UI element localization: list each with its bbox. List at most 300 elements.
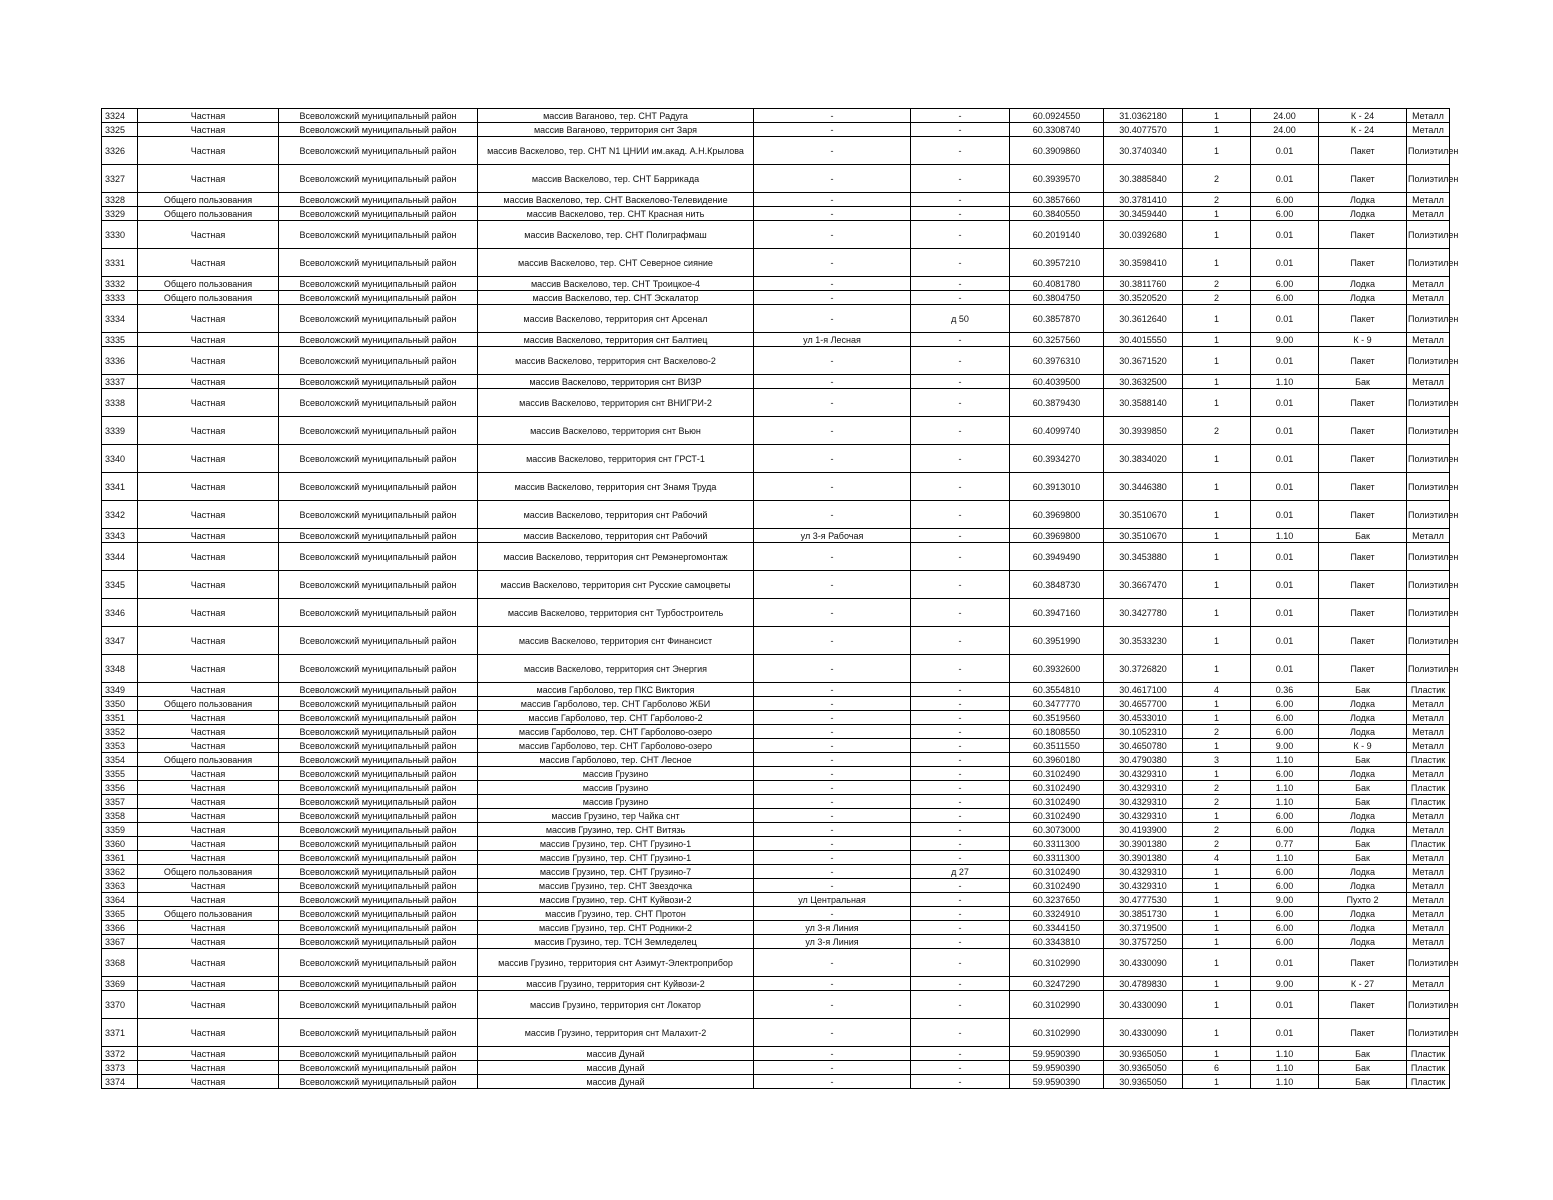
cell-address: массив Васкелово, территория снт Васкелово-2 (478, 347, 754, 375)
cell-container-type: Бак (1319, 375, 1407, 389)
cell-district: Всеволожский муниципальный район (279, 921, 478, 935)
cell-container-count: 1 (1183, 333, 1251, 347)
cell-latitude: 60.3957210 (1010, 249, 1104, 277)
cell-container-type: Пакет (1319, 1019, 1407, 1047)
cell-address: массив Грузино (478, 795, 754, 809)
cell-row-number: 3325 (102, 123, 138, 137)
cell-address: массив Гарболово, тер ПКС Виктория (478, 683, 754, 697)
table-row (102, 529, 1450, 543)
cell-address: массив Васкелово, территория снт Русские самоцветы (478, 571, 754, 599)
cell-latitude: 60.3102490 (1010, 781, 1104, 795)
cell-row-number: 3361 (102, 851, 138, 865)
cell-street: - (754, 879, 911, 893)
cell-ownership-type: Частная (138, 683, 279, 697)
cell-latitude: 60.3102990 (1010, 991, 1104, 1019)
cell-container-type: Пакет (1319, 137, 1407, 165)
cell-ownership-type: Общего пользования (138, 207, 279, 221)
cell-material: Полиэтилен (1407, 571, 1450, 599)
cell-row-number: 3364 (102, 893, 138, 907)
table-row (102, 1019, 1450, 1047)
cell-house: - (911, 473, 1010, 501)
cell-ownership-type: Частная (138, 851, 279, 865)
cell-container-volume: 6.00 (1251, 823, 1319, 837)
table-row (102, 123, 1450, 137)
cell-longitude: 30.3901380 (1104, 837, 1183, 851)
cell-container-type: Лодка (1319, 935, 1407, 949)
cell-row-number: 3352 (102, 725, 138, 739)
cell-material: Пластик (1407, 1047, 1450, 1061)
cell-house: - (911, 123, 1010, 137)
cell-material: Металл (1407, 711, 1450, 725)
cell-ownership-type: Частная (138, 543, 279, 571)
cell-container-volume: 0.01 (1251, 543, 1319, 571)
cell-container-volume: 6.00 (1251, 291, 1319, 305)
cell-material: Полиэтилен (1407, 501, 1450, 529)
table-row (102, 109, 1450, 123)
cell-container-volume: 0.01 (1251, 599, 1319, 627)
cell-container-count: 1 (1183, 627, 1251, 655)
cell-material: Полиэтилен (1407, 655, 1450, 683)
cell-material: Металл (1407, 375, 1450, 389)
cell-house: - (911, 683, 1010, 697)
cell-house: - (911, 893, 1010, 907)
cell-container-count: 2 (1183, 781, 1251, 795)
cell-ownership-type: Частная (138, 627, 279, 655)
cell-district: Всеволожский муниципальный район (279, 893, 478, 907)
cell-latitude: 60.1808550 (1010, 725, 1104, 739)
cell-container-count: 1 (1183, 501, 1251, 529)
cell-container-count: 1 (1183, 305, 1251, 333)
cell-longitude: 30.3834020 (1104, 445, 1183, 473)
cell-row-number: 3337 (102, 375, 138, 389)
cell-district: Всеволожский муниципальный район (279, 683, 478, 697)
cell-container-count: 1 (1183, 1047, 1251, 1061)
cell-house: - (911, 795, 1010, 809)
cell-row-number: 3353 (102, 739, 138, 753)
cell-address: массив Гарболово, тер. СНТ Гарболово-2 (478, 711, 754, 725)
cell-container-count: 1 (1183, 977, 1251, 991)
cell-street: - (754, 851, 911, 865)
cell-container-type: Пакет (1319, 599, 1407, 627)
cell-house: - (911, 529, 1010, 543)
cell-ownership-type: Частная (138, 123, 279, 137)
cell-ownership-type: Частная (138, 879, 279, 893)
cell-row-number: 3372 (102, 1047, 138, 1061)
cell-material: Полиэтилен (1407, 543, 1450, 571)
cell-container-type: Пакет (1319, 221, 1407, 249)
cell-address: массив Васкелово, тер. СНТ Красная нить (478, 207, 754, 221)
cell-district: Всеволожский муниципальный район (279, 473, 478, 501)
cell-longitude: 30.1052310 (1104, 725, 1183, 739)
cell-address: массив Васкелово, территория снт Ремэнергомонтаж (478, 543, 754, 571)
cell-container-type: Пакет (1319, 991, 1407, 1019)
cell-house: - (911, 879, 1010, 893)
cell-row-number: 3369 (102, 977, 138, 991)
table-row (102, 991, 1450, 1019)
cell-container-count: 1 (1183, 445, 1251, 473)
cell-street: - (754, 865, 911, 879)
cell-container-volume: 6.00 (1251, 879, 1319, 893)
cell-district: Всеволожский муниципальный район (279, 375, 478, 389)
cell-material: Полиэтилен (1407, 221, 1450, 249)
cell-container-count: 1 (1183, 1019, 1251, 1047)
cell-district: Всеволожский муниципальный район (279, 949, 478, 977)
cell-row-number: 3340 (102, 445, 138, 473)
cell-container-count: 1 (1183, 697, 1251, 711)
cell-latitude: 60.3804750 (1010, 291, 1104, 305)
cell-container-type: Пакет (1319, 389, 1407, 417)
cell-ownership-type: Частная (138, 305, 279, 333)
cell-latitude: 60.3343810 (1010, 935, 1104, 949)
cell-material: Металл (1407, 935, 1450, 949)
cell-row-number: 3355 (102, 767, 138, 781)
cell-container-type: Лодка (1319, 921, 1407, 935)
cell-container-count: 3 (1183, 753, 1251, 767)
table-row (102, 571, 1450, 599)
cell-material: Металл (1407, 277, 1450, 291)
cell-street: - (754, 1061, 911, 1075)
cell-longitude: 30.4193900 (1104, 823, 1183, 837)
cell-latitude: 59.9590390 (1010, 1061, 1104, 1075)
cell-latitude: 60.3960180 (1010, 753, 1104, 767)
cell-street: - (754, 725, 911, 739)
cell-container-type: Пакет (1319, 417, 1407, 445)
cell-district: Всеволожский муниципальный район (279, 1075, 478, 1089)
cell-street: - (754, 221, 911, 249)
cell-material: Металл (1407, 907, 1450, 921)
cell-row-number: 3334 (102, 305, 138, 333)
cell-row-number: 3350 (102, 697, 138, 711)
cell-row-number: 3354 (102, 753, 138, 767)
cell-district: Всеволожский муниципальный район (279, 655, 478, 683)
cell-latitude: 60.3511550 (1010, 739, 1104, 753)
cell-district: Всеволожский муниципальный район (279, 137, 478, 165)
cell-material: Полиэтилен (1407, 473, 1450, 501)
cell-container-count: 1 (1183, 893, 1251, 907)
cell-ownership-type: Общего пользования (138, 697, 279, 711)
cell-container-volume: 1.10 (1251, 1061, 1319, 1075)
cell-address: массив Дунай (478, 1061, 754, 1075)
cell-latitude: 60.3947160 (1010, 599, 1104, 627)
cell-longitude: 30.3459440 (1104, 207, 1183, 221)
cell-container-volume: 9.00 (1251, 893, 1319, 907)
cell-container-count: 1 (1183, 1075, 1251, 1089)
cell-material: Полиэтилен (1407, 305, 1450, 333)
cell-address: массив Грузино, тер Чайка снт (478, 809, 754, 823)
table-row (102, 711, 1450, 725)
cell-address: массив Васкелово, территория снт Рабочий (478, 501, 754, 529)
cell-latitude: 59.9590390 (1010, 1047, 1104, 1061)
cell-longitude: 30.0392680 (1104, 221, 1183, 249)
cell-house: - (911, 781, 1010, 795)
cell-house: - (911, 599, 1010, 627)
cell-street: - (754, 473, 911, 501)
cell-material: Пластик (1407, 753, 1450, 767)
cell-ownership-type: Частная (138, 767, 279, 781)
cell-address: массив Васкелово, территория снт ВНИГРИ-2 (478, 389, 754, 417)
cell-latitude: 60.3102990 (1010, 949, 1104, 977)
cell-district: Всеволожский муниципальный район (279, 725, 478, 739)
cell-material: Металл (1407, 921, 1450, 935)
table-row (102, 1047, 1450, 1061)
cell-row-number: 3331 (102, 249, 138, 277)
cell-ownership-type: Частная (138, 935, 279, 949)
cell-container-count: 1 (1183, 991, 1251, 1019)
cell-district: Всеволожский муниципальный район (279, 767, 478, 781)
cell-container-type: Лодка (1319, 291, 1407, 305)
cell-row-number: 3343 (102, 529, 138, 543)
cell-address: массив Грузино (478, 767, 754, 781)
cell-ownership-type: Частная (138, 739, 279, 753)
cell-address: массив Васкелово, территория снт Арсенал (478, 305, 754, 333)
cell-street: - (754, 809, 911, 823)
cell-street: - (754, 1019, 911, 1047)
cell-container-volume: 6.00 (1251, 725, 1319, 739)
cell-container-type: К - 24 (1319, 123, 1407, 137)
table-row (102, 683, 1450, 697)
cell-longitude: 30.9365050 (1104, 1047, 1183, 1061)
cell-house: - (911, 627, 1010, 655)
cell-material: Полиэтилен (1407, 417, 1450, 445)
table-row (102, 543, 1450, 571)
cell-street: ул 3-я Линия (754, 921, 911, 935)
cell-street: - (754, 823, 911, 837)
table-row (102, 193, 1450, 207)
cell-container-volume: 0.01 (1251, 949, 1319, 977)
cell-district: Всеволожский муниципальный район (279, 529, 478, 543)
cell-longitude: 30.3781410 (1104, 193, 1183, 207)
cell-latitude: 60.3969800 (1010, 529, 1104, 543)
cell-row-number: 3346 (102, 599, 138, 627)
cell-material: Пластик (1407, 1075, 1450, 1089)
cell-ownership-type: Общего пользования (138, 277, 279, 291)
cell-container-volume: 0.01 (1251, 389, 1319, 417)
cell-container-count: 1 (1183, 109, 1251, 123)
cell-longitude: 30.4533010 (1104, 711, 1183, 725)
cell-container-count: 2 (1183, 417, 1251, 445)
cell-longitude: 30.3588140 (1104, 389, 1183, 417)
cell-district: Всеволожский муниципальный район (279, 627, 478, 655)
cell-district: Всеволожский муниципальный район (279, 221, 478, 249)
cell-material: Металл (1407, 809, 1450, 823)
cell-container-count: 1 (1183, 711, 1251, 725)
cell-address: массив Гарболово, тер. СНТ Гарболово-озеро (478, 739, 754, 753)
cell-latitude: 60.3554810 (1010, 683, 1104, 697)
cell-ownership-type: Частная (138, 893, 279, 907)
cell-longitude: 30.4329310 (1104, 767, 1183, 781)
cell-ownership-type: Частная (138, 781, 279, 795)
cell-house: - (911, 333, 1010, 347)
cell-container-volume: 9.00 (1251, 977, 1319, 991)
cell-latitude: 60.3102490 (1010, 879, 1104, 893)
cell-material: Полиэтилен (1407, 165, 1450, 193)
cell-ownership-type: Частная (138, 1047, 279, 1061)
cell-latitude: 60.3073000 (1010, 823, 1104, 837)
cell-latitude: 60.3932600 (1010, 655, 1104, 683)
cell-row-number: 3326 (102, 137, 138, 165)
cell-container-volume: 0.01 (1251, 655, 1319, 683)
cell-row-number: 3335 (102, 333, 138, 347)
cell-longitude: 30.4789830 (1104, 977, 1183, 991)
cell-house: - (911, 375, 1010, 389)
cell-longitude: 30.3533230 (1104, 627, 1183, 655)
cell-ownership-type: Частная (138, 221, 279, 249)
cell-address: массив Грузино, тер. СНТ Звездочка (478, 879, 754, 893)
cell-house: - (911, 109, 1010, 123)
cell-street: ул 3-я Рабочая (754, 529, 911, 543)
cell-ownership-type: Частная (138, 991, 279, 1019)
cell-district: Всеволожский муниципальный район (279, 193, 478, 207)
cell-street: - (754, 417, 911, 445)
cell-latitude: 60.3857660 (1010, 193, 1104, 207)
cell-latitude: 60.3102490 (1010, 809, 1104, 823)
cell-street: - (754, 305, 911, 333)
cell-container-type: Пакет (1319, 347, 1407, 375)
cell-longitude: 30.3757250 (1104, 935, 1183, 949)
cell-longitude: 30.4077570 (1104, 123, 1183, 137)
cell-container-count: 1 (1183, 529, 1251, 543)
cell-container-type: К - 27 (1319, 977, 1407, 991)
cell-row-number: 3360 (102, 837, 138, 851)
table-row (102, 249, 1450, 277)
cell-material: Металл (1407, 529, 1450, 543)
cell-container-type: Лодка (1319, 193, 1407, 207)
cell-house: - (911, 207, 1010, 221)
cell-longitude: 30.4329310 (1104, 879, 1183, 893)
cell-container-type: Лодка (1319, 809, 1407, 823)
cell-longitude: 30.4330090 (1104, 949, 1183, 977)
cell-district: Всеволожский муниципальный район (279, 879, 478, 893)
cell-ownership-type: Частная (138, 795, 279, 809)
cell-row-number: 3341 (102, 473, 138, 501)
cell-row-number: 3374 (102, 1075, 138, 1089)
cell-street: - (754, 991, 911, 1019)
cell-ownership-type: Частная (138, 711, 279, 725)
cell-container-type: Бак (1319, 837, 1407, 851)
cell-street: - (754, 347, 911, 375)
cell-material: Металл (1407, 193, 1450, 207)
cell-material: Полиэтилен (1407, 949, 1450, 977)
cell-street: - (754, 683, 911, 697)
cell-container-count: 4 (1183, 683, 1251, 697)
cell-longitude: 30.3427780 (1104, 599, 1183, 627)
cell-street: - (754, 123, 911, 137)
cell-house: - (911, 277, 1010, 291)
cell-container-volume: 0.36 (1251, 683, 1319, 697)
cell-row-number: 3356 (102, 781, 138, 795)
cell-longitude: 30.3671520 (1104, 347, 1183, 375)
cell-container-count: 6 (1183, 1061, 1251, 1075)
cell-street: - (754, 277, 911, 291)
cell-longitude: 30.3851730 (1104, 907, 1183, 921)
cell-street: - (754, 543, 911, 571)
cell-address: массив Васкелово, тер. СНТ Северное сияние (478, 249, 754, 277)
cell-container-type: К - 24 (1319, 109, 1407, 123)
cell-container-count: 1 (1183, 473, 1251, 501)
cell-district: Всеволожский муниципальный район (279, 851, 478, 865)
cell-latitude: 60.3976310 (1010, 347, 1104, 375)
cell-container-count: 1 (1183, 543, 1251, 571)
table-row (102, 389, 1450, 417)
cell-row-number: 3362 (102, 865, 138, 879)
cell-district: Всеволожский муниципальный район (279, 165, 478, 193)
cell-house: - (911, 949, 1010, 977)
cell-material: Металл (1407, 851, 1450, 865)
cell-district: Всеволожский муниципальный район (279, 991, 478, 1019)
cell-container-volume: 9.00 (1251, 739, 1319, 753)
cell-district: Всеволожский муниципальный район (279, 109, 478, 123)
cell-row-number: 3338 (102, 389, 138, 417)
cell-longitude: 30.9365050 (1104, 1061, 1183, 1075)
cell-material: Полиэтилен (1407, 991, 1450, 1019)
cell-container-type: Пакет (1319, 305, 1407, 333)
cell-street: - (754, 977, 911, 991)
cell-latitude: 60.3311300 (1010, 837, 1104, 851)
cell-street: - (754, 795, 911, 809)
cell-house: д 50 (911, 305, 1010, 333)
cell-address: массив Грузино, территория снт Малахит-2 (478, 1019, 754, 1047)
cell-container-volume: 0.01 (1251, 221, 1319, 249)
cell-street: - (754, 501, 911, 529)
cell-ownership-type: Частная (138, 809, 279, 823)
cell-latitude: 60.3949490 (1010, 543, 1104, 571)
cell-address: массив Грузино, тер. СНТ Грузино-1 (478, 837, 754, 851)
cell-latitude: 59.9590390 (1010, 1075, 1104, 1089)
cell-district: Всеволожский муниципальный район (279, 711, 478, 725)
cell-district: Всеволожский муниципальный район (279, 291, 478, 305)
cell-material: Металл (1407, 767, 1450, 781)
cell-ownership-type: Частная (138, 571, 279, 599)
cell-container-type: Пакет (1319, 501, 1407, 529)
cell-house: - (911, 165, 1010, 193)
cell-container-count: 2 (1183, 291, 1251, 305)
cell-ownership-type: Частная (138, 977, 279, 991)
cell-street: - (754, 739, 911, 753)
cell-street: - (754, 109, 911, 123)
cell-container-volume: 6.00 (1251, 865, 1319, 879)
cell-container-count: 1 (1183, 571, 1251, 599)
cell-district: Всеволожский муниципальный район (279, 207, 478, 221)
cell-container-count: 1 (1183, 599, 1251, 627)
cell-container-count: 1 (1183, 375, 1251, 389)
table-row (102, 739, 1450, 753)
cell-container-count: 2 (1183, 725, 1251, 739)
cell-house: д 27 (911, 865, 1010, 879)
cell-ownership-type: Частная (138, 109, 279, 123)
cell-material: Металл (1407, 893, 1450, 907)
cell-container-type: Пакет (1319, 249, 1407, 277)
cell-address: массив Гарболово, тер. СНТ Гарболово ЖБИ (478, 697, 754, 711)
cell-container-type: Лодка (1319, 865, 1407, 879)
cell-street: - (754, 1075, 911, 1089)
cell-address: массив Грузино (478, 781, 754, 795)
cell-house: - (911, 445, 1010, 473)
cell-house: - (911, 1061, 1010, 1075)
cell-row-number: 3333 (102, 291, 138, 305)
cell-ownership-type: Частная (138, 137, 279, 165)
cell-container-volume: 0.01 (1251, 627, 1319, 655)
cell-street: - (754, 655, 911, 683)
cell-longitude: 30.4330090 (1104, 991, 1183, 1019)
cell-ownership-type: Частная (138, 1075, 279, 1089)
cell-material: Металл (1407, 977, 1450, 991)
cell-material: Металл (1407, 823, 1450, 837)
cell-container-volume: 0.01 (1251, 473, 1319, 501)
cell-container-volume: 6.00 (1251, 935, 1319, 949)
cell-container-type: Лодка (1319, 207, 1407, 221)
cell-address: массив Васкелово, территория снт Рабочий (478, 529, 754, 543)
table-row (102, 627, 1450, 655)
